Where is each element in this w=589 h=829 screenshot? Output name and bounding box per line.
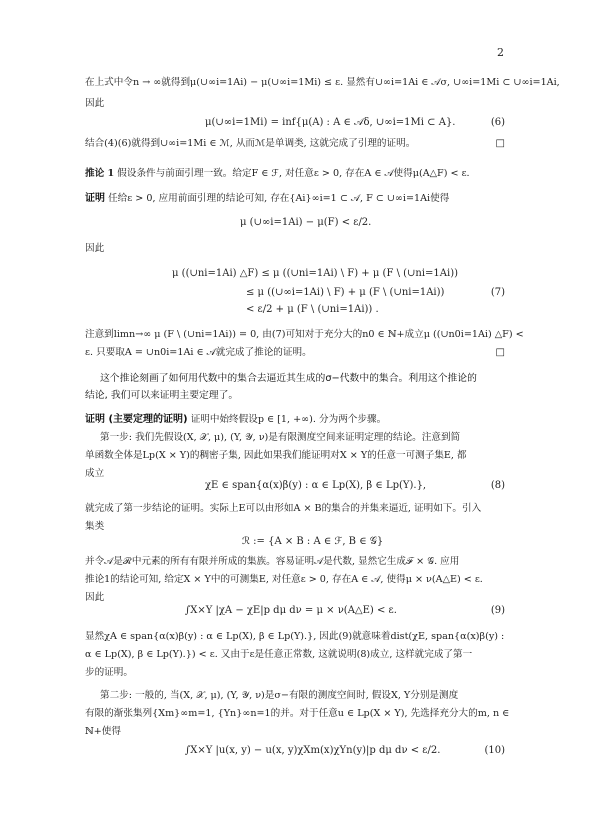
proof-text: 任给ε > 0, 应用前面引理的结论可知, 存在{Ai}∞i=1 ⊂ 𝒜, F ⊂ ∪∞i=1Ai使得 [108, 193, 450, 204]
main-proof-label: 证明 (主要定理的证明) [85, 414, 188, 425]
text-line: 并令𝒜是ℛ中元素的所有有限并所成的集族。容易证明𝒜是代数, 显然它生成ℱ × 𝒢. 应用 [85, 556, 460, 567]
corollary-text: 假设条件与前面引理一致。给定F ∈ ℱ, 对任意ε > 0, 存在A ∈ 𝒜使得μ(A△F) < ε. [117, 168, 470, 179]
text-line: 步的证明。 [85, 667, 133, 678]
text-line: 单函数全体是Lp(X × Y)的稠密子集, 因此如果我们能证明对X × Y的任意一可测子集E, 都 [85, 450, 467, 461]
text-line: α ∈ Lp(X), β ∈ Lp(Y).}) < ε. 又由于ε是任意正常数, 这就说明(8)成立, 这样就完成了第一 [85, 649, 473, 660]
equation-tag: (10) [484, 745, 505, 756]
text-line: 有限的渐张集列{Xm}∞m=1, {Yn}∞n=1的并。对于任意u ∈ Lp(X × Y), 先选择充分大的m, n ∈ [85, 708, 510, 719]
text-line: ε. 只要取A = ∪n0i=1Ai ∈ 𝒜就完成了推论的证明。 [85, 347, 312, 358]
paragraph-line: 结论, 我们可以来证明主要定理了。 [85, 390, 239, 401]
text-line: 因此 [85, 592, 105, 603]
text-line: 集类 [85, 521, 105, 532]
text-line: 推论1的结论可知, 给定X × Y中的可测集E, 对任意ε > 0, 存在A ∈ 𝒜, 使得μ × ν(A△E) < ε. [85, 574, 483, 585]
equation-6: μ(∪∞i=1Mi) = inf{μ(A) : A ∈ 𝒜δ, ∪∞i=1Mi ⊂ A}. [205, 117, 456, 128]
equation: ℛ := {A × B : A ∈ ℱ, B ∈ 𝒢} [242, 536, 384, 547]
equation-9: ∫X×Y |χA − χE|p dμ dν = μ × ν(A△E) < ε. [185, 605, 397, 616]
equation-tag: (6) [490, 117, 505, 128]
text-line: 在上式中令n → ∞就得到μ(∪∞i=1Ai) − μ(∪∞i=1Mi) ≤ ε. 显然有∪∞i=1Ai ∈ 𝒜σ, ∪∞i=1Mi ⊂ ∪∞i=1Ai, [85, 77, 560, 88]
text-line: 因此 [85, 98, 105, 109]
equation-tag: (7) [490, 287, 505, 298]
main-proof-text: 证明中始终假设p ∈ [1, +∞). 分为两个步骤。 [190, 414, 387, 425]
equation-7-line3: < ε/2 + μ (F \ (∪ni=1Ai)) . [246, 304, 379, 315]
text-line: ℕ+使得 [85, 726, 121, 737]
equation: μ (∪∞i=1Ai) − μ(F) < ε/2. [240, 217, 372, 228]
equation-tag: (8) [490, 480, 505, 491]
text-line: 结合(4)(6)就得到∪∞i=1Mi ∈ ℳ, 从而ℳ是单调类, 这就完成了引理的证明。 [85, 138, 416, 149]
corollary-label: 推论 1 [85, 168, 115, 179]
text-line: 显然χA ∈ span{α(x)β(y) : α ∈ Lp(X), β ∈ Lp(Y).}, 因此(9)就意味着dist(χE, span{α(x)β(y) : [85, 631, 505, 642]
equation-8: χE ∈ span{α(x)β(y) : α ∈ Lp(X), β ∈ Lp(Y).}, [205, 480, 427, 491]
text-line: 第二步: 一般的, 当(X, 𝒳, μ), (Y, 𝒴, ν)是σ−有限的测度空间时, 假设X, Y分别是测度 [100, 690, 459, 701]
text-line: 注意到limn→∞ μ (F \ (∪ni=1Ai)) = 0, 由(7)可知对于充分大的n0 ∈ ℕ+成立μ ((∪n0i=1Ai) △F) < [85, 329, 524, 340]
equation-10: ∫X×Y |u(x, y) − u(x, y)χXm(x)χYn(y)|p dμ dν < ε/2. [185, 745, 441, 756]
equation-7-line2: ≤ μ ((∪∞i=1Ai) \ F) + μ (F \ (∪ni=1Ai)) [246, 287, 445, 298]
text-line: 成立 [85, 468, 105, 479]
qed-symbol: □ [495, 347, 505, 358]
paragraph-line: 这个推论刻画了如何用代数中的集合去逼近其生成的σ−代数中的集合。利用这个推论的 [100, 373, 477, 384]
text-line: 第一步: 我们先假设(X, 𝒳, μ), (Y, 𝒴, ν)是有限测度空间来证明定理的结论。注意到简 [100, 432, 461, 443]
page-number: 2 [497, 46, 504, 59]
text-line: 就完成了第一步结论的证明。实际上E可以由形如A × B的集合的并集来逼近, 证明如下。引入 [85, 503, 482, 514]
proof-label: 证明 [85, 193, 105, 204]
equation-7-line1: μ ((∪ni=1Ai) △F) ≤ μ ((∪ni=1Ai) \ F) + μ (F \ (∪ni=1Ai)) [172, 268, 458, 279]
equation-tag: (9) [490, 605, 505, 616]
qed-symbol: □ [495, 138, 505, 149]
text-line: 因此 [85, 243, 105, 254]
